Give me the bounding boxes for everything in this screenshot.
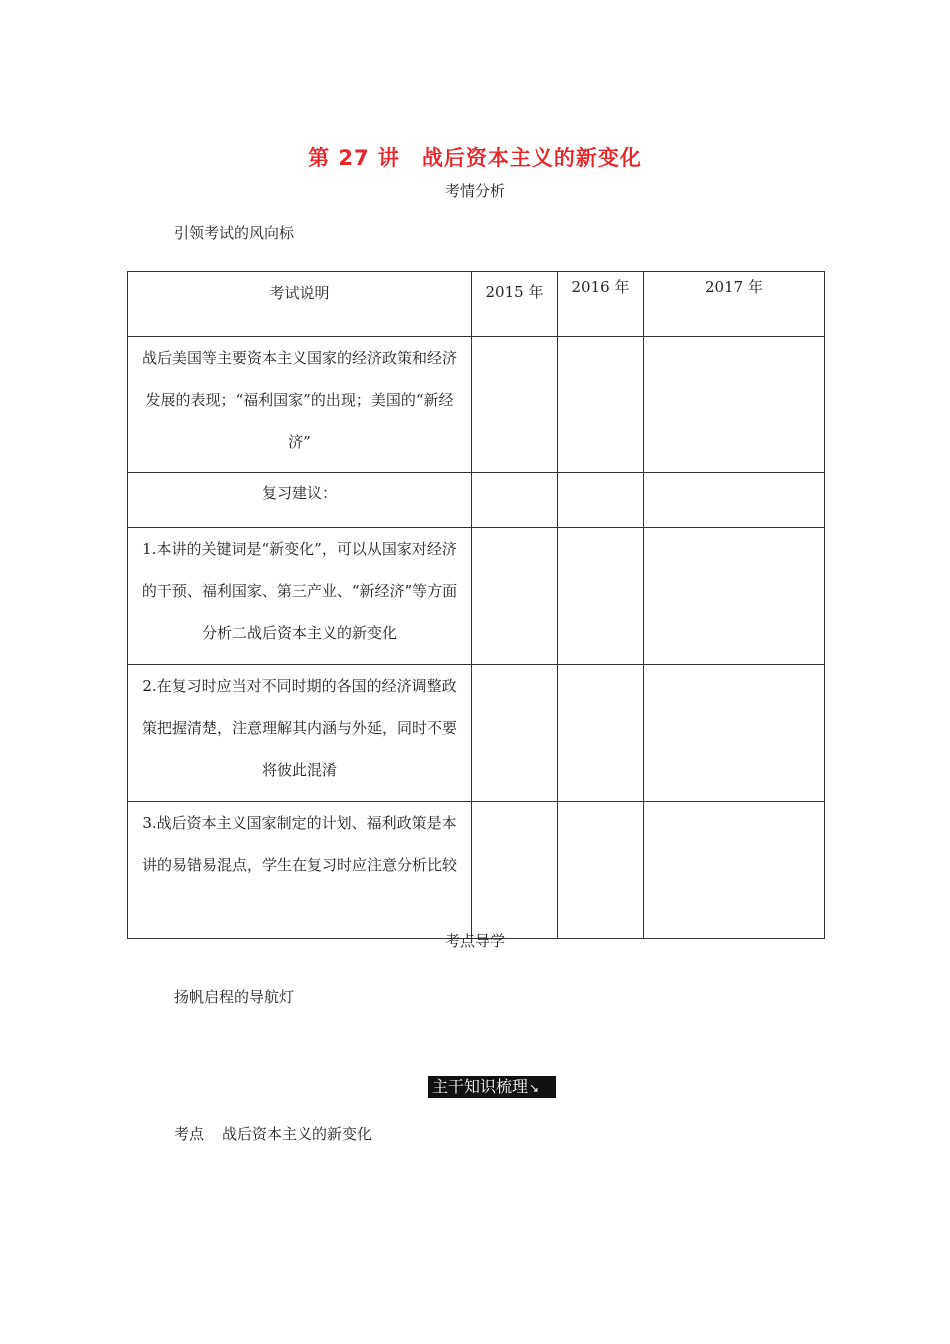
row-cell-empty (558, 528, 644, 665)
row-cell-empty (644, 528, 825, 665)
row-cell-suggestion-2: 2.在复习时应当对不同时期的各国的经济调整政策把握清楚，注意理解其内涵与外延，同时不要将彼此混淆 (128, 665, 472, 802)
lead-text-1: 引领考试的风向标 (174, 224, 295, 242)
topic-line (174, 1123, 372, 1144)
row-cell-empty (558, 665, 644, 802)
row-cell-empty (472, 337, 558, 473)
table-row (128, 528, 825, 665)
page-title: 第 27 讲 战后资本主义的新变化 (308, 146, 642, 170)
header-year-2016: 2016 年 (558, 272, 644, 337)
table-row (128, 665, 825, 802)
table-row (128, 802, 825, 939)
row-cell-empty (472, 665, 558, 802)
section-heading-analysis: 考情分析 (444, 182, 505, 200)
row-cell-empty (472, 528, 558, 665)
banner-label: 主干知识梳理 (432, 1077, 529, 1096)
header-exam-description: 考试说明 (128, 272, 472, 337)
row-cell-suggestion-1: 1.本讲的关键词是“新变化”，可以从国家对经济的干预、福利国家、第三产业、“新经济”等方面分析二战后资本主义的新变化 (128, 528, 472, 665)
section-heading-guide: 考点导学 (444, 932, 505, 950)
table-header-row (128, 272, 825, 337)
exam-table (127, 271, 825, 939)
row-cell-review-label: 复习建议： (128, 473, 472, 528)
table-row (128, 473, 825, 528)
row-cell-empty (644, 473, 825, 528)
row-cell-empty (644, 337, 825, 473)
row-cell-suggestion-3: 3.战后资本主义国家制定的计划、福利政策是本讲的易错易混点，学生在复习时应注意分析比较 (128, 802, 472, 939)
row-cell-empty (644, 665, 825, 802)
row-cell-empty (644, 802, 825, 939)
header-year-2015: 2015 年 (472, 272, 558, 337)
row-cell-description: 战后美国等主要资本主义国家的经济政策和经济发展的表现；“福利国家”的出现；美国的“新经济” (128, 337, 472, 473)
row-cell-empty (472, 802, 558, 939)
row-cell-empty (472, 473, 558, 528)
header-year-2017: 2017 年 (644, 272, 825, 337)
topic-label: 考点 (174, 1125, 205, 1143)
arrow-down-right-icon: ↘ (529, 1081, 540, 1095)
table-row (128, 337, 825, 473)
row-cell-empty (558, 473, 644, 528)
topic-text: 战后资本主义的新变化 (222, 1125, 373, 1143)
knowledge-banner (428, 1076, 556, 1098)
row-cell-empty (558, 337, 644, 473)
row-cell-empty (558, 802, 644, 939)
lead-text-2: 扬帆启程的导航灯 (174, 988, 295, 1006)
